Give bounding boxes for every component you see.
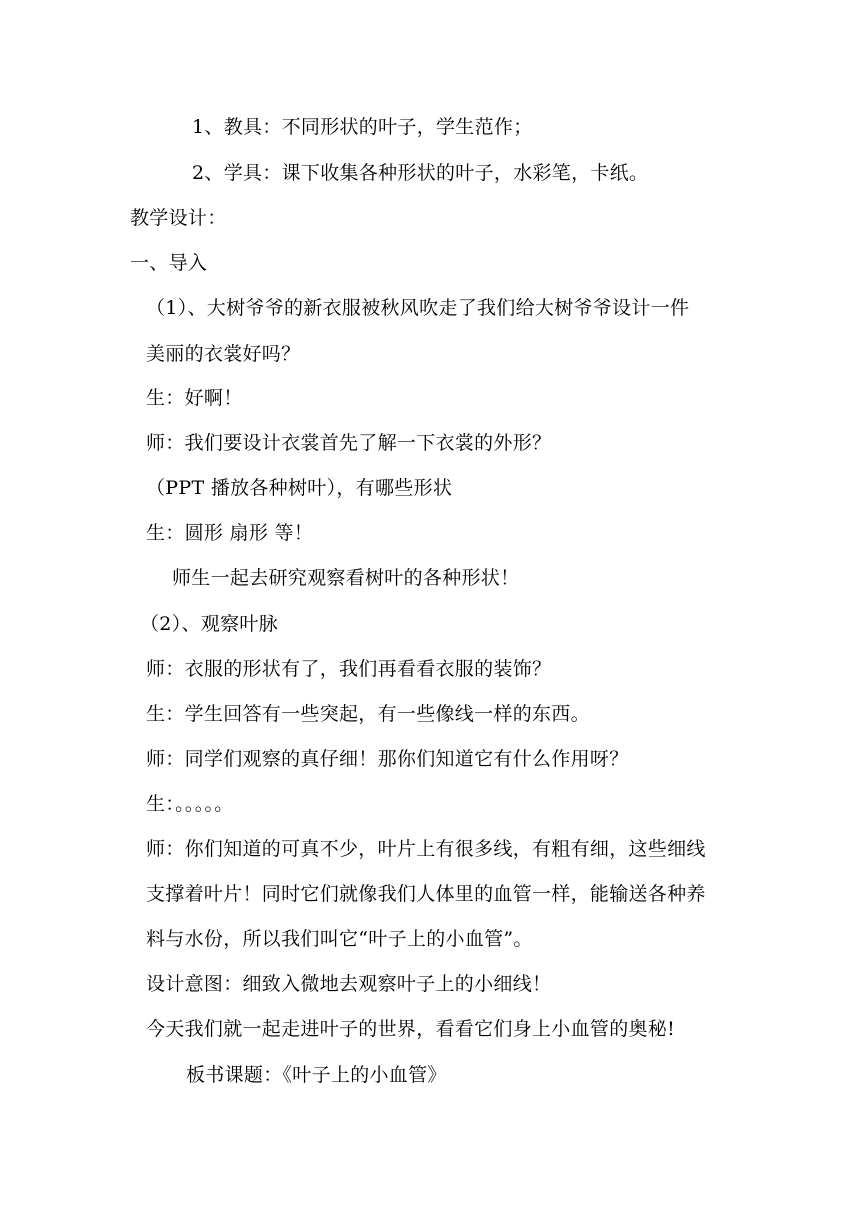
paragraph-line: 料与水份，所以我们叫它“叶子上的小血管”。 — [146, 928, 533, 950]
subsection-heading: （2）、观察叶脉 — [140, 613, 278, 635]
paragraph-line: 美丽的衣裳好吗？ — [146, 343, 301, 365]
paragraph-line: 师生一起去研究观察看树叶的各种形状！ — [172, 567, 520, 589]
paragraph-line: （1）、大树爷爷的新衣服被秋风吹走了我们给大树爷爷设计一件 — [146, 297, 690, 319]
dialogue-line: 师：衣服的形状有了，我们再看看衣服的装饰？ — [146, 658, 552, 680]
paragraph-line: （PPT 播放各种树叶），有哪些形状 — [146, 477, 453, 499]
paragraph-line: 支撑着叶片！同时它们就像我们人体里的血管一样，能输送各种养 — [146, 883, 706, 905]
paragraph-line: 今天我们就一起走进叶子的世界，看看它们身上小血管的奥秘! — [146, 1018, 676, 1040]
dialogue-line: 生：学生回答有一些突起，有一些像线一样的东西。 — [146, 703, 590, 725]
teaching-design-heading: 教学设计： — [130, 207, 227, 229]
blackboard-title-line: 板书课题：《叶子上的小血管》 — [186, 1064, 447, 1086]
materials-student-supplies-line: 2、学具：课下收集各种形状的叶子，水彩笔，卡纸。 — [192, 162, 649, 184]
section-introduction-heading: 一、导入 — [130, 252, 208, 274]
dialogue-line: 师：你们知道的可真不少，叶片上有很多线，有粗有细，这些细线 — [146, 838, 706, 860]
materials-teaching-aids-line: 1、教具：不同形状的叶子，学生范作； — [192, 116, 533, 138]
design-intent-line: 设计意图：细致入微地去观察叶子上的小细线！ — [146, 973, 552, 995]
dialogue-line: 生：圆形 扇形 等！ — [146, 522, 314, 544]
dialogue-line: 生：好啊！ — [146, 387, 243, 409]
dialogue-line: 师：同学们观察的真仔细！那你们知道它有什么作用呀？ — [146, 748, 629, 770]
dialogue-line: 生：。。。。。 — [146, 793, 234, 815]
dialogue-line: 师：我们要设计衣裳首先了解一下衣裳的外形？ — [146, 432, 552, 454]
